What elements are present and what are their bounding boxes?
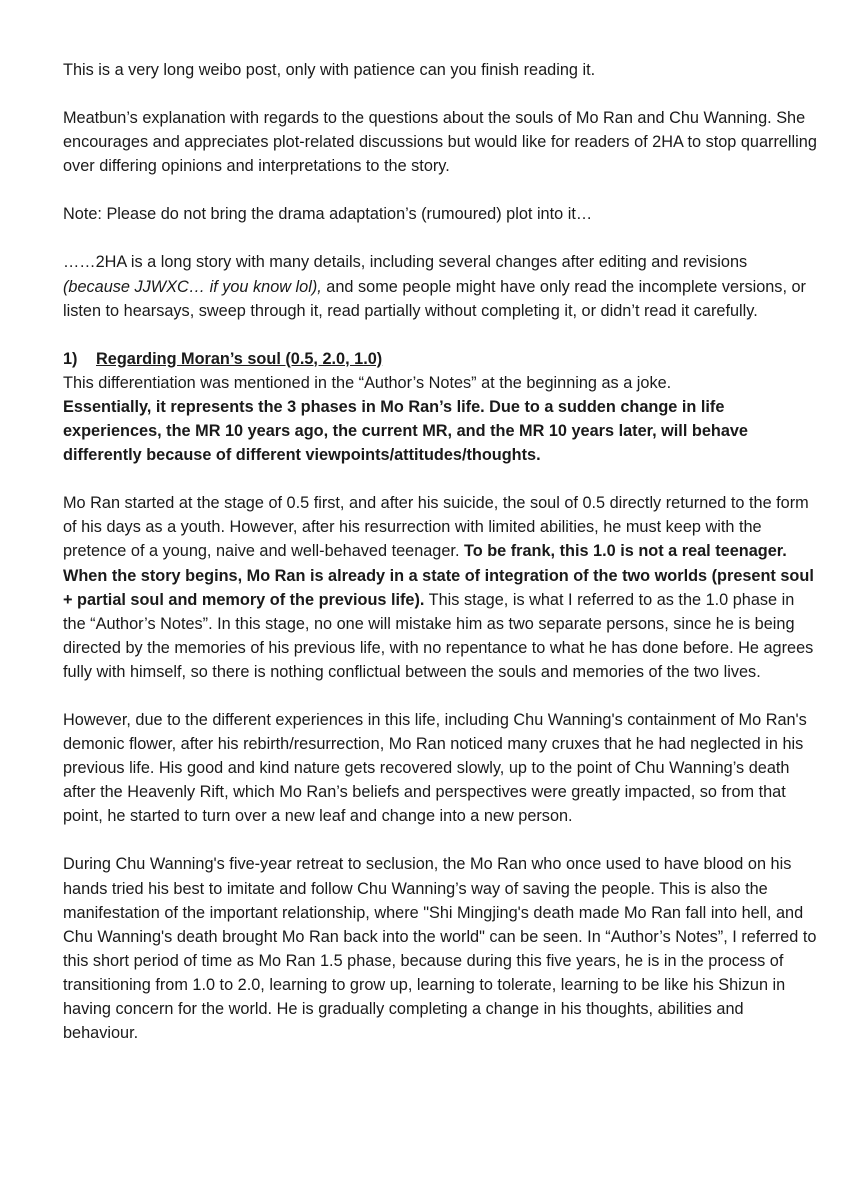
long-story-end: and some people might have only read the incomplete versions, or listen to hearsays, sweep through it, read partially without completing it, or didn’t read it carefully. [63,277,806,320]
stage-bold: To be frank, this 1.0 is not a real teenager. When the story begins, Mo Ran is already in a state of integration of the two worlds (present soul + partial soul and memory of the previous life). [63,542,814,609]
section-1-title: Regarding Moran’s soul (0.5, 2.0, 1.0) [96,349,383,368]
section-1-number: 1) [63,349,78,368]
section-1-intro-line: This differentiation was mentioned in the “Author’s Notes” at the beginning as a joke. [63,373,672,392]
stage-end: This stage, is what I referred to as the 1.0 phase in the “Author’s Notes”. In this stage, no one will mistake him as two separate persons, since he is being directed by the memories of his previous life, with no repentance to what he has done before. He agrees fully with himself, so there is nothing conflictual between the souls and memories of the two lives. [63,590,814,681]
long-story-start: ……2HA is a long story with many details, including several changes after editing and revisions [63,253,748,272]
explanation-paragraph: Meatbun’s explanation with regards to the questions about the souls of Mo Ran and Chu Wanning. She encourages and appreciates plot-related discussions but would like for readers of 2HA to stop quarrelling over differing opinions and interpretations to the story. [63,109,817,176]
note-paragraph: Note: Please do not bring the drama adaptation’s (rumoured) plot into it… [63,205,593,224]
intro-paragraph: This is a very long weibo post, only with patience can you finish reading it. [63,61,596,79]
stage-paragraph [63,491,817,684]
section-1-bold-paragraph: Essentially, it represents the 3 phases in Mo Ran’s life. Due to a sudden change in life experiences, the MR 10 years ago, the current MR, and the MR 10 years later, will behave differently because of different viewpoints/attitudes/thoughts. [63,397,748,465]
long-story-italic: (because JJWXC… if you know lol), [63,277,322,296]
stage-start: Mo Ran started at the stage of 0.5 first, and after his suicide, the soul of 0.5 directly returned to the form of his days as a youth. However, after his resurrection with limited abilities, he must keep with the pretence of a young, naive and well-behaved teenager. [63,494,809,561]
retreat-paragraph: During Chu Wanning's five-year retreat to seclusion, the Mo Ran who once used to have blood on his hands tried his best to imitate and follow Chu Wanning’s way of saving the people. This is also the manifestation of the important relationship, where "Shi Mingjing's death made Mo Ran fall into hell, and Chu Wanning's death brought Mo Ran back into the world" can be seen. In “Author’s Notes”, I referred to this short period of time as Mo Ran 1.5 phase, because during this five years, he is in the process of transitioning from 1.0 to 2.0, learning to grow up, learning to tolerate, learning to be like his Shizun in having concern for the world. He is gradually completing a change in his thoughts, abilities and behaviour. [63,855,817,1043]
however-paragraph: However, due to the different experiences in this life, including Chu Wanning's containment of Mo Ran's demonic flower, after his rebirth/resurrection, Mo Ran noticed many cruxes that he had neglected in his previous life. His good and kind nature gets recovered slowly, up to the point of Chu Wanning’s death after the Heavenly Rift, which Mo Ran’s beliefs and perspectives were greatly impacted, so from that point, he started to turn over a new leaf and change into a new person. [63,710,807,826]
long-story-paragraph [63,250,817,322]
section-1-heading [63,347,817,371]
